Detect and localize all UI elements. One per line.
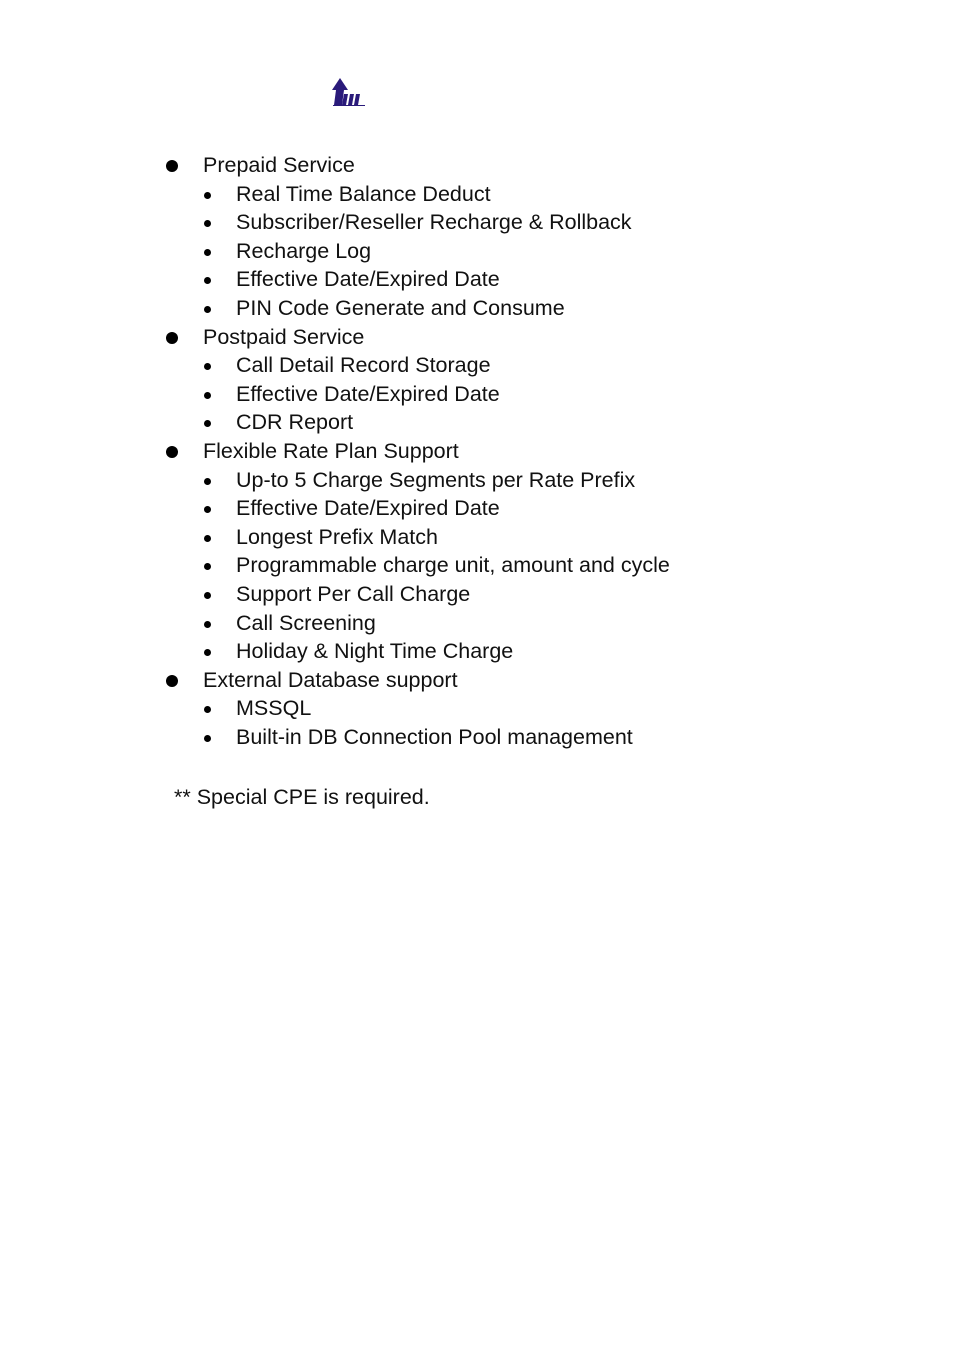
arrow-up-icon [331, 77, 367, 107]
list-item [164, 723, 670, 752]
bullet-icon [204, 420, 211, 427]
list-item [164, 466, 670, 495]
bullet-icon [204, 535, 211, 542]
sub-list [164, 466, 670, 666]
bullet-icon [204, 478, 211, 485]
list-item [164, 523, 670, 552]
bullet-icon [204, 249, 211, 256]
feature-list [164, 151, 670, 751]
list-item-text: Programmable charge unit, amount and cycle [236, 553, 670, 578]
feature-title: Prepaid Service [203, 153, 355, 177]
bullet-dot-icon [166, 160, 178, 172]
list-item-text: Up-to 5 Charge Segments per Rate Prefix [236, 467, 636, 492]
list-item-text: Real Time Balance Deduct [236, 181, 491, 206]
feature-postpaid [164, 323, 670, 437]
list-item-text: CDR Report [236, 410, 354, 435]
list-item [164, 551, 670, 580]
list-item-text: Call Detail Record Storage [236, 353, 491, 378]
bullet-icon [204, 363, 211, 370]
list-item-text: Effective Date/Expired Date [236, 381, 500, 406]
bullet-icon [204, 506, 211, 513]
sub-list [164, 180, 670, 323]
list-item-text: Effective Date/Expired Date [236, 496, 500, 521]
list-item [164, 494, 670, 523]
feature-rate-plan [164, 437, 670, 666]
bullet-icon [204, 220, 211, 227]
list-item [164, 208, 670, 237]
bullet-icon [204, 621, 211, 628]
feature-prepaid [164, 151, 670, 323]
list-item [164, 637, 670, 666]
bullet-icon [204, 306, 211, 313]
list-item-text: Holiday & Night Time Charge [236, 639, 514, 664]
bullet-icon [204, 706, 211, 713]
list-item-text: Recharge Log [236, 238, 372, 263]
list-item-text: MSSQL [236, 696, 312, 721]
bullet-dot-icon [166, 332, 178, 344]
feature-title: Postpaid Service [203, 324, 365, 349]
list-item [164, 408, 670, 437]
list-item-text: Longest Prefix Match [236, 524, 438, 549]
feature-heading [164, 151, 670, 180]
list-item [164, 237, 670, 266]
bullet-dot-icon [166, 446, 178, 458]
feature-external-db [164, 666, 670, 752]
feature-heading [164, 323, 670, 352]
list-item-text: PIN Code Generate and Consume [236, 295, 565, 320]
list-item [164, 694, 670, 723]
list-item-text: Built-in DB Connection Pool management [236, 724, 633, 749]
list-item-text: Support Per Call Charge [236, 581, 471, 606]
bullet-icon [204, 563, 211, 570]
bullet-dot-icon [166, 675, 178, 687]
feature-title: Flexible Rate Plan Support [203, 438, 459, 463]
bullet-icon [204, 649, 211, 656]
list-item [164, 580, 670, 609]
feature-heading [164, 666, 670, 695]
bullet-icon [204, 192, 211, 199]
bullet-icon [204, 735, 211, 742]
sub-list [164, 694, 670, 751]
list-item [164, 294, 670, 323]
list-item-text: Effective Date/Expired Date [236, 267, 500, 292]
list-item [164, 180, 670, 209]
list-item-text: Subscriber/Reseller Recharge & Rollback [236, 210, 632, 235]
footnote: ** Special CPE is required. [174, 785, 430, 809]
list-item [164, 609, 670, 638]
bullet-icon [204, 392, 211, 399]
sub-list [164, 351, 670, 437]
feature-title: External Database support [203, 667, 458, 692]
bullet-icon [204, 592, 211, 599]
bullet-icon [204, 277, 211, 284]
feature-heading [164, 437, 670, 466]
list-item [164, 380, 670, 409]
company-logo-icon [331, 77, 367, 107]
list-item-text: Call Screening [236, 610, 376, 635]
list-item [164, 351, 670, 380]
list-item [164, 265, 670, 294]
